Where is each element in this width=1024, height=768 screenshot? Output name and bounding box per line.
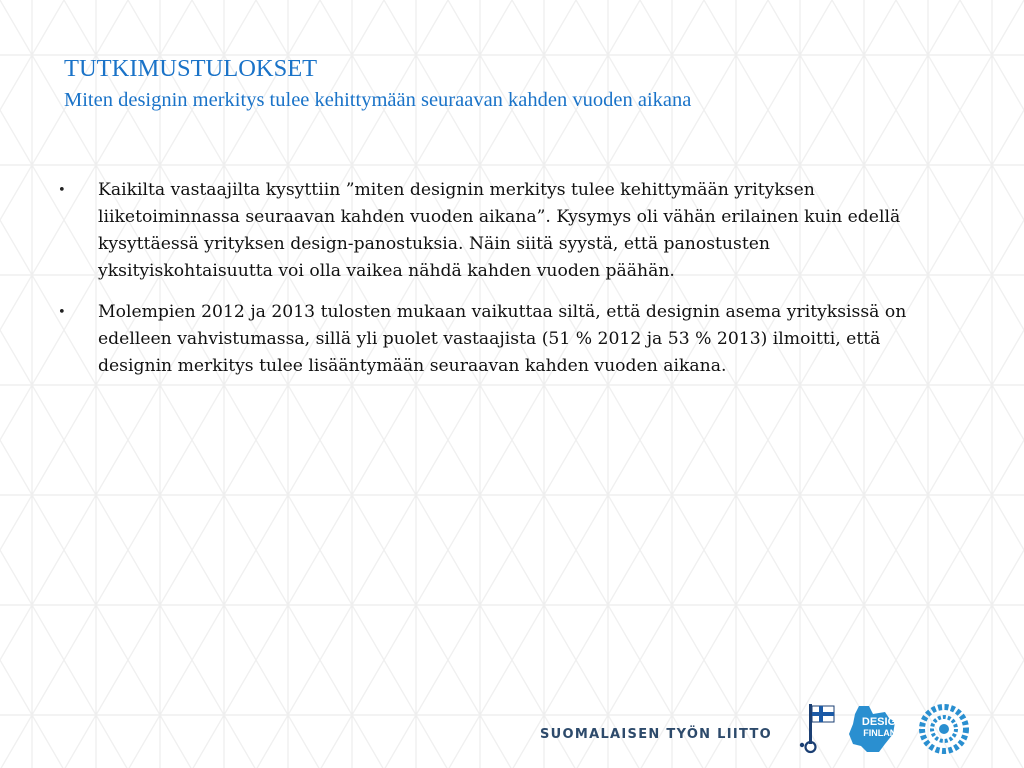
ring-logo-icon bbox=[918, 703, 970, 755]
footer-organization: SUOMALAISEN TYÖN LIITTO bbox=[540, 727, 773, 742]
list-item bbox=[56, 299, 956, 380]
design-logo-line-1: DESIGN bbox=[861, 716, 905, 728]
list-item bbox=[56, 177, 956, 285]
bullet-text: Kaikilta vastaajilta kysyttiin ”miten designin merkitys tulee kehittymään yrityksen liiketoiminnassa seuraavan kahden vuoden aikana”. Kysymys oli vähän erilainen kuin edellä kysyttäessä yrityksen design-panostuksia. Näin siitä syystä, että panostusten yksityiskohtaisuutta voi olla vaikea nähdä kahden vuoden päähän. bbox=[98, 180, 901, 281]
bullet-list bbox=[56, 177, 956, 394]
design-finland-logo-icon bbox=[845, 704, 911, 754]
bullet-marker: • bbox=[58, 183, 66, 198]
bullet-text: Molempien 2012 ja 2013 tulosten mukaan vaikuttaa siltä, että designin asema yrityksissä on edelleen vahvistumassa, sillä yli puolet vastaajista (51 % 2012 ja 53 % 2013) ilmoitti, että designin merkitys tulee lisääntymään seuraavan kahden vuoden aikana. bbox=[98, 302, 907, 376]
slide-subtitle: Miten designin merkitys tulee kehittymään seuraavan kahden vuoden aikana bbox=[64, 89, 692, 111]
bullet-marker: • bbox=[58, 305, 66, 320]
design-logo-line-2: FINLAND bbox=[863, 728, 903, 738]
slide-title: TUTKIMUSTULOKSET bbox=[64, 55, 318, 82]
key-flag-logo-icon bbox=[798, 702, 838, 754]
